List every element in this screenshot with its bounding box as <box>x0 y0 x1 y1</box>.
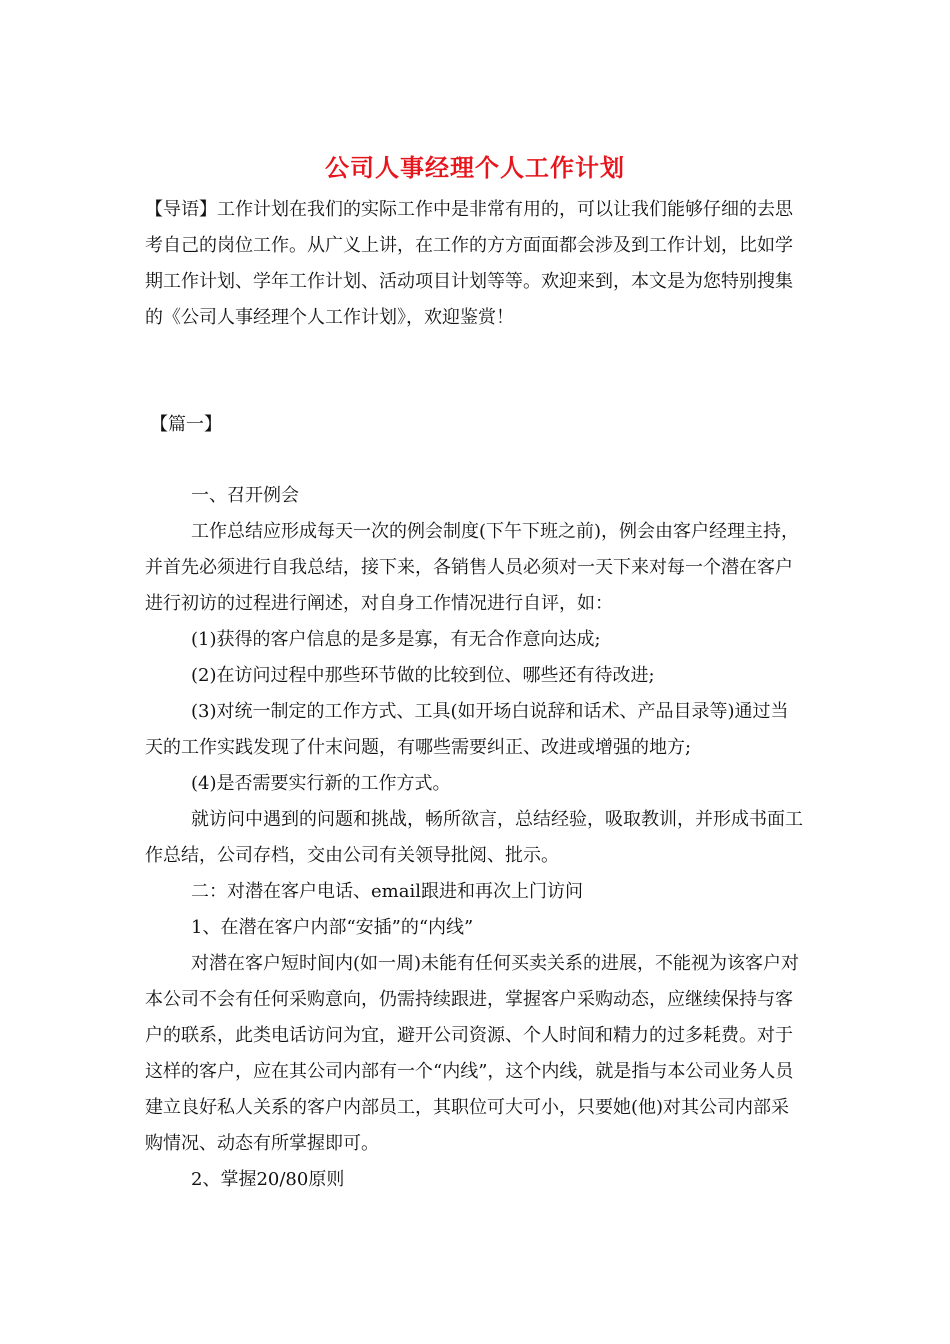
intro-paragraph <box>145 192 805 336</box>
heading-1: 一、召开例会 <box>191 485 299 506</box>
intro-text: 【导语】工作计划在我们的实际工作中是非常有用的，可以让我们能够仔细的去思考自己的岗位工作。从广义上讲，在工作的方方面面都会涉及到工作计划，比如学期工作计划、学年工作计划、活动项目计划等等。欢迎来到，本文是为您特别搜集的《公司人事经理个人工作计划》，欢迎鉴赏！ <box>145 199 793 328</box>
list-item: (4)是否需要实行新的工作方式。 <box>191 773 451 794</box>
subheading: 2、掌握20/80原则 <box>191 1169 345 1190</box>
section-label: 【篇一】 <box>150 414 222 435</box>
paragraph: 对潜在客户短时间内(如一周)未能有任何买卖关系的进展，不能视为该客户对本公司不会有任何采购意向，仍需持续跟进，掌握客户采购动态，应继续保持与客户的联系，此类电话访问为宜，避开公司资源、个人时间和精力的过多耗费。对于这样的客户，应在其公司内部有一个“内线”，这个内线，就是指与本公司业务人员建立良好私人关系的客户内部员工，其职位可大可小，只要她(他)对其公司内部采购情况、动态有所掌握即可。 <box>145 953 800 1154</box>
list-item: (1)获得的客户信息的是多是寡，有无合作意向达成; <box>191 629 601 650</box>
heading-2: 二：对潜在客户电话、email跟进和再次上门访问 <box>191 881 583 902</box>
list-item: (3)对统一制定的工作方式、工具(如开场白说辞和话术、产品目录等)通过当天的工作实践发现了什末问题，有哪些需要纠正、改进或增强的地方; <box>145 701 789 758</box>
document-title: 公司人事经理个人工作计划 <box>325 153 625 182</box>
paragraph: 工作总结应形成每天一次的例会制度(下午下班之前)，例会由客户经理主持，并首先必须进行自我总结，接下来，各销售人员必须对一天下来对每一个潜在客户进行初访的过程进行阐述，对自身工作情况进行自评，如： <box>145 521 800 614</box>
paragraph: 就访问中遇到的问题和挑战，畅所欲言，总结经验，吸取教训，并形成书面工作总结，公司存档，交由公司有关领导批阅、批示。 <box>145 809 803 866</box>
subheading: 1、在潜在客户内部“安插”的“内线” <box>191 917 474 938</box>
list-item: (2)在访问过程中那些环节做的比较到位、哪些还有待改进; <box>191 665 655 686</box>
body-content <box>145 478 805 1198</box>
